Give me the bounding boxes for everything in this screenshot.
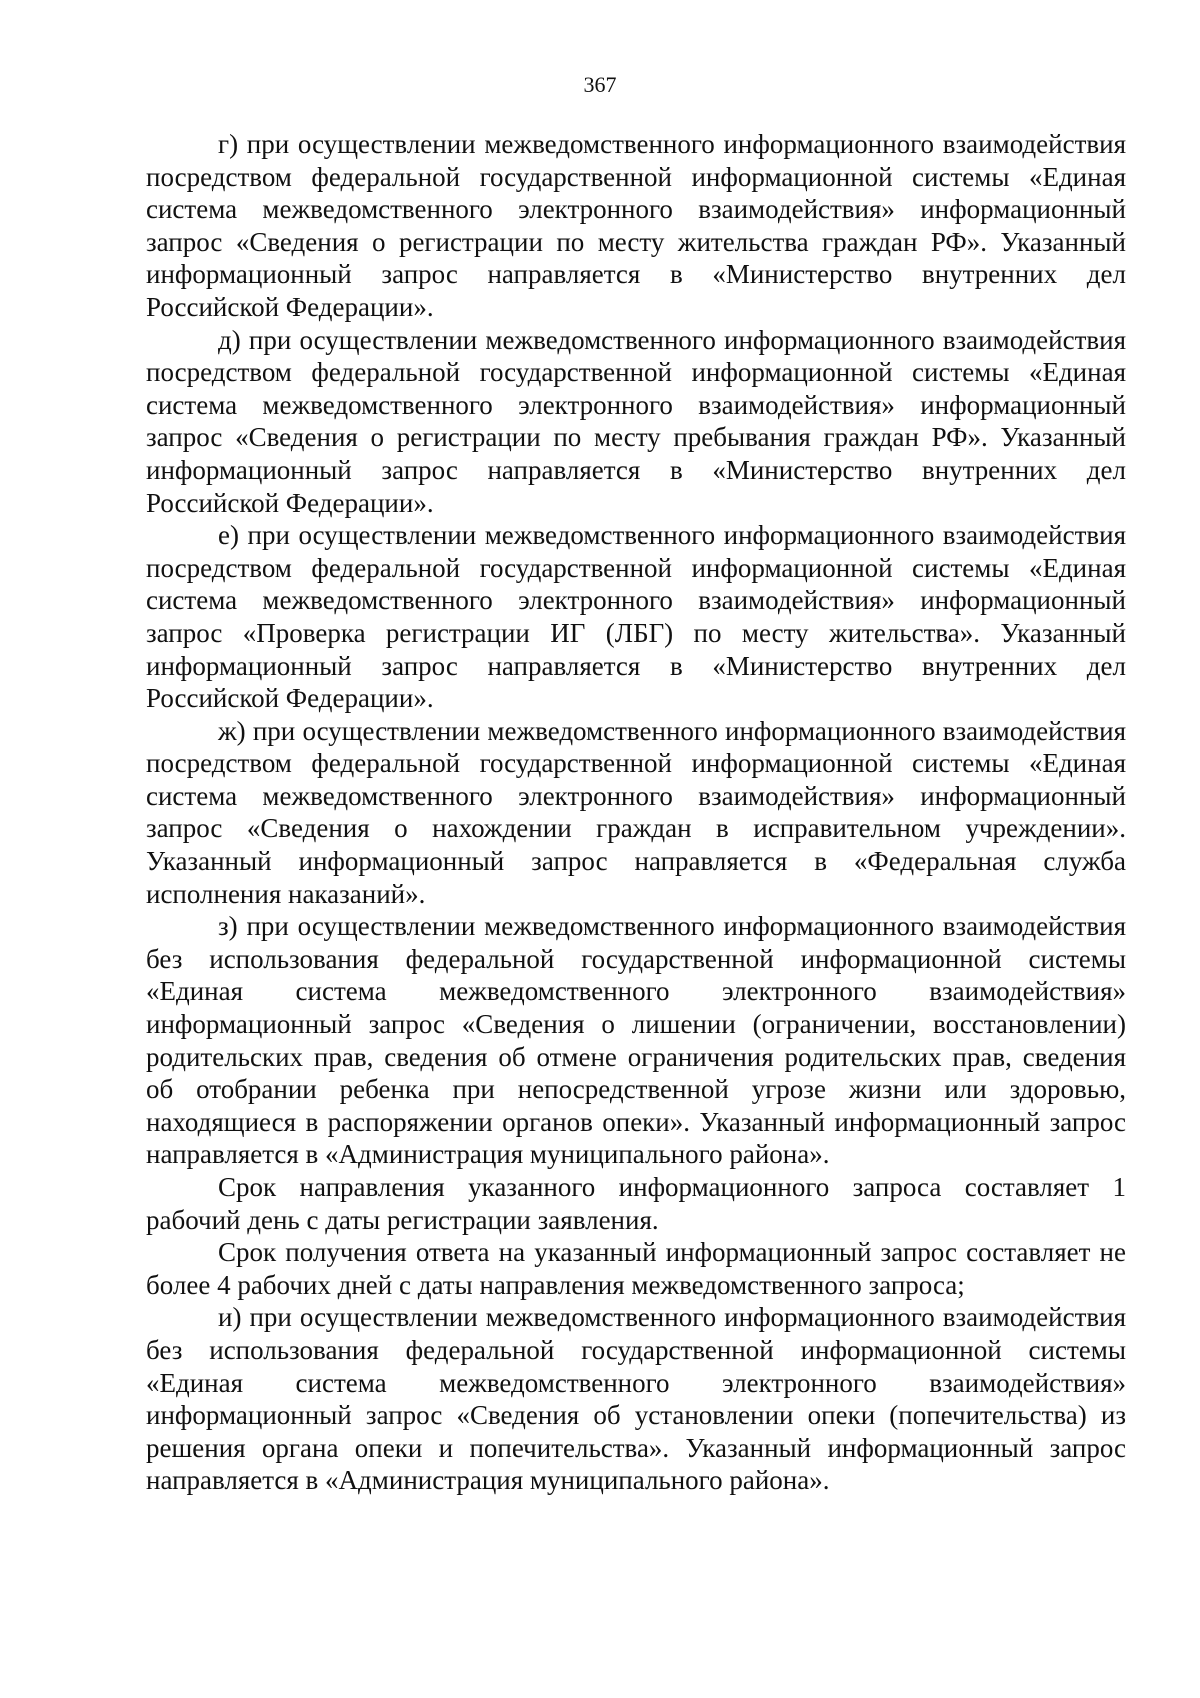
paragraph-item-d: д) при осуществлении межведомственного информационного взаимодействия посредством федеральной государственной информационной системы «Единая система межведомственного электронного взаимодействия» информационный запрос «Сведения о регистрации по месту пребывания граждан РФ». Указанный информационный запрос направляется в «Министерство внутренних дел Российской Федерации».: [146, 324, 1126, 518]
page-number: 367: [583, 72, 617, 97]
document-body: [146, 128, 1126, 1497]
paragraph-item-e: е) при осуществлении межведомственного информационного взаимодействия посредством федеральной государственной информационной системы «Единая система межведомственного электронного взаимодействия» информационный запрос «Проверка регистрации ИГ (ЛБГ) по месту жительства». Указанный информационный запрос направляется в «Министерство внутренних дел Российской Федерации».: [146, 520, 1126, 714]
paragraph-response-deadline: Срок получения ответа на указанный информационный запрос составляет не более 4 рабочих дней с даты направления межведомственного запроса;: [146, 1237, 1126, 1300]
paragraph-item-zh: ж) при осуществлении межведомственного информационного взаимодействия посредством федеральной государственной информационной системы «Единая система межведомственного электронного взаимодействия» информационный запрос «Сведения о нахождении граждан в исправительном учреждении». Указанный информационный запрос направляется в «Федеральная служба исполнения наказаний».: [146, 715, 1126, 909]
paragraph-item-z: з) при осуществлении межведомственного информационного взаимодействия без использования федеральной государственной информационной системы «Единая система межведомственного электронного взаимодействия» информационный запрос «Сведения о лишении (ограничении, восстановлении) родительских прав, сведения об отмене ограничения родительских прав, сведения об отобрании ребенка при непосредственной угрозе жизни или здоровью, находящиеся в распоряжении органов опеки». Указанный информационный запрос направляется в «Администрация муниципального района».: [146, 911, 1126, 1170]
paragraph-item-g: г) при осуществлении межведомственного информационного взаимодействия посредством федеральной государственной информационной системы «Единая система межведомственного электронного взаимодействия» информационный запрос «Сведения о регистрации по месту жительства граждан РФ». Указанный информационный запрос направляется в «Министерство внутренних дел Российской Федерации».: [146, 129, 1126, 322]
paragraph-request-deadline: Срок направления указанного информационного запроса составляет 1 рабочий день с даты регистрации заявления.: [146, 1172, 1126, 1235]
paragraph-item-i: и) при осуществлении межведомственного информационного взаимодействия без использования федеральной государственной информационной системы «Единая система межведомственного электронного взаимодействия» информационный запрос «Сведения об установлении опеки (попечительства) из решения органа опеки и попечительства». Указанный информационный запрос направляется в «Администрация муниципального района».: [146, 1302, 1126, 1496]
